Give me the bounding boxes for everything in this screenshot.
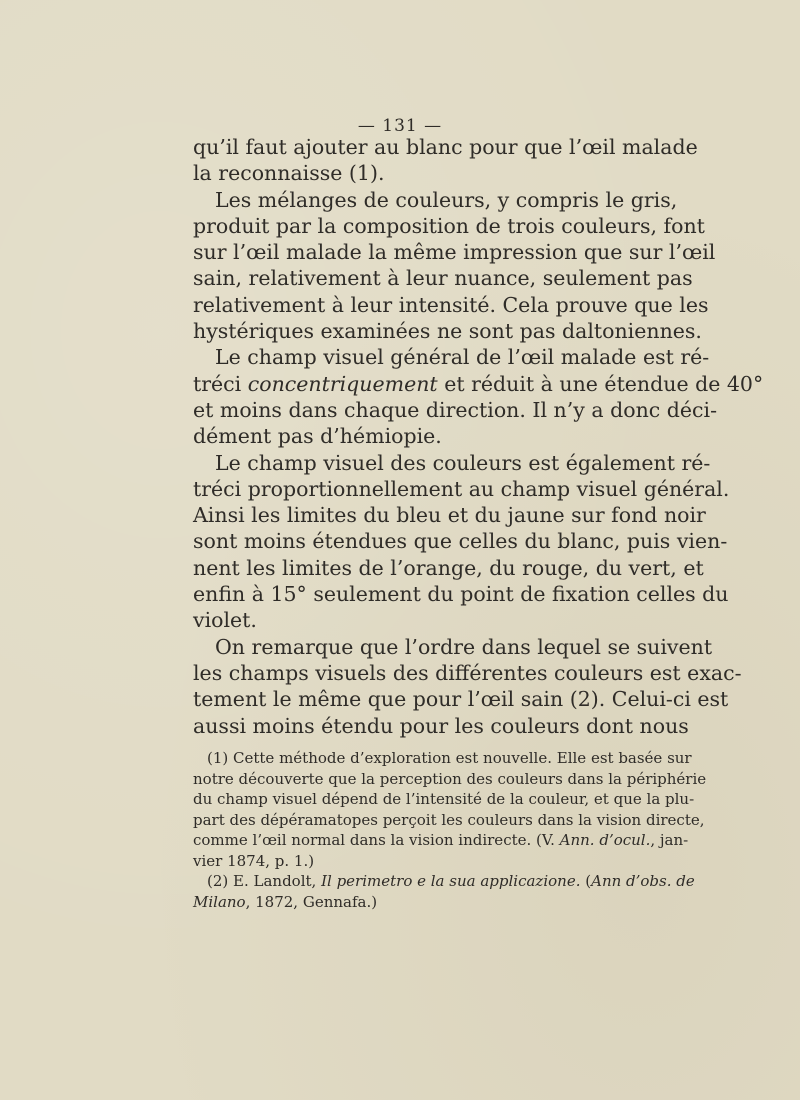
main-text [193, 134, 764, 739]
text-segment: tréci [193, 371, 242, 396]
text-line: la reconnaisse (1). [193, 161, 385, 186]
work-title: Il perimetro e la sua applicazione. [321, 872, 581, 890]
text-line: produit par la composition de trois couleurs, font [193, 213, 705, 238]
footnotes [193, 748, 707, 912]
text-segment: , jan- [650, 831, 689, 849]
page-number: — 131 — [357, 116, 443, 136]
footnote-1-line: du champ visuel dépend de l’intensité de la couleur, et que la plu- [193, 790, 695, 808]
text-line: les champs visuels des différentes couleurs est exac- [193, 660, 742, 685]
text-line: sont moins étendues que celles du blanc, puis vien- [193, 529, 728, 554]
journal-title: Ann d’obs. de [591, 872, 695, 890]
text-line: qu’il faut ajouter au blanc pour que l’œil malade [193, 135, 698, 159]
text-line: Le champ visuel des couleurs est également ré- [215, 450, 711, 475]
text-line [193, 371, 764, 397]
text-line: tement le même que pour l’œil sain (2). Celui-ci est [193, 687, 729, 712]
text-line: aussi moins étendu pour les couleurs dont nous [193, 713, 689, 738]
text-segment: ( [585, 872, 592, 890]
footnote-1-line: vier 1874, p. 1.) [193, 851, 315, 870]
text-line: violet. [193, 608, 257, 633]
footnote-2-line [193, 892, 643, 913]
footnote-1-line: (1) Cette méthode d’exploration est nouvelle. Elle est basée sur [207, 749, 692, 767]
footnote-1-line: part des dépéramatopes perçoit les couleurs dans la vision directe, [193, 810, 705, 829]
text-line: sur l’œil malade la même impression que sur l’œil [193, 240, 716, 265]
footnote-1-line [193, 830, 689, 851]
text-line: nent les limites de l’orange, du rouge, du vert, et [193, 555, 704, 580]
place-name: Milano [193, 892, 246, 911]
text-segment: , 1872, Gennafa.) [245, 892, 378, 911]
footnote-2-line [193, 871, 695, 892]
italic-word: concentriquement [247, 371, 438, 396]
text-line: tréci proportionnellement au champ visuel général. [193, 476, 730, 501]
text-line: Le champ visuel général de l’œil malade est ré- [215, 345, 710, 370]
text-line: Ainsi les limites du bleu et du jaune sur fond noir [193, 503, 706, 528]
text-line: enfin à 15° seulement du point de fixation celles du [193, 582, 729, 607]
journal-title: Ann. d’ocul. [559, 831, 651, 849]
text-segment: (2) E. Landolt, [207, 872, 317, 890]
text-line: et moins dans chaque direction. Il n’y a donc déci- [193, 397, 718, 422]
text-line: On remarque que l’ordre dans lequel se suivent [215, 634, 713, 659]
text-segment: comme l’œil normal dans la vision indirecte. (V. [193, 831, 555, 849]
text-segment: et réduit à une étendue de 40° [444, 371, 764, 396]
text-line: sain, relativement à leur nuance, seulement pas [193, 266, 693, 291]
text-line: hystériques examinées ne sont pas daltoniennes. [193, 319, 702, 344]
footnote-1-line: notre découverte que la perception des couleurs dans la périphérie [193, 769, 707, 788]
text-line: Les mélanges de couleurs, y compris le gris, [215, 187, 678, 212]
text-line: relativement à leur intensité. Cela prouve que les [193, 292, 709, 317]
text-line: dément pas d’hémiopie. [193, 424, 442, 449]
